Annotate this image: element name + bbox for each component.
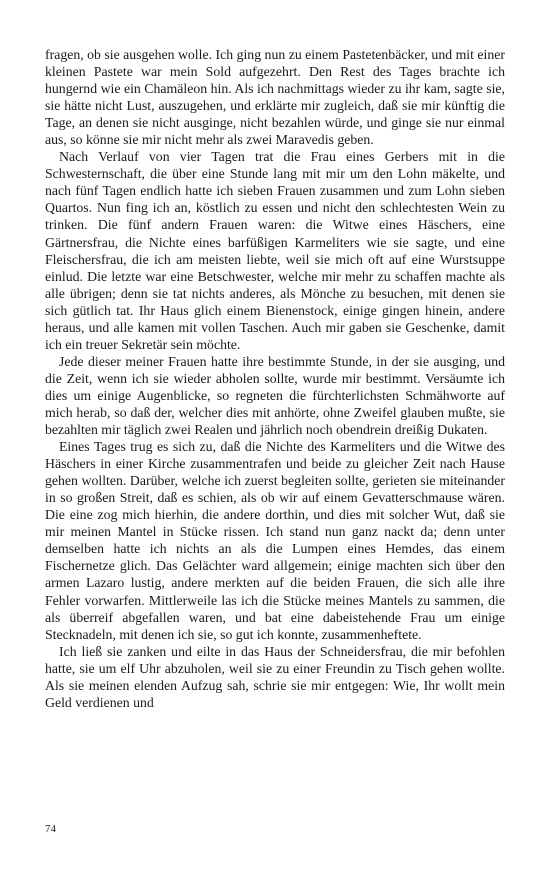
paragraph-5: Ich ließ sie zanken und eilte in das Haus der Schneidersfrau, die mir befohlen hatte, sie um elf Uhr abzuholen, weil sie zu einer Freundin zu Tisch gehen wollte. Als sie meinen elenden Aufzug sah, schrie sie mir entgegen: Wie, Ihr wollt mein Geld verdienen und [45, 643, 505, 710]
book-page-text [45, 46, 505, 711]
paragraph-4: Eines Tages trug es sich zu, daß die Nichte des Karmeliters und die Witwe des Häschers in einer Kirche zusammentrafen und beide zu gleicher Zeit nach Hause gehen wollten. Darüber, welche ich zuerst begleiten sollte, gerieten sie miteinander in so großen Streit, daß es schien, als ob wir auf einem Gevatterschmause wären. Die eine zog mich hierhin, die andere dorthin, und dies mit solcher Wut, daß sie mir meinen Mantel in Stücke rissen. Ich stand nun ganz nackt da; denn unter demselben hatte ich nichts an als die Lumpen eines Hemdes, das einem Fischernetze glich. Das Gelächter ward allgemein; einige machten sich über den armen Lazaro lustig, andere merkten auf die beiden Frauen, die sich alle ihre Fehler vorwarfen. Mittlerweile las ich die Stücke meines Mantels zu sammen, die als überreif abgefallen waren, und bat eine dabeistehende Frau um einige Stecknadeln, mit denen ich sie, so gut ich konnte, zusammenheftete. [45, 439, 505, 642]
paragraph-3: Jede dieser meiner Frauen hatte ihre bestimmte Stunde, in der sie ausging, und die Zeit, wenn ich sie wieder abholen sollte, wurde mir bestimmt. Versäumte ich dies um einige Augenblicke, so regneten die fürchterlichsten Schmähworte auf mich herab, so daß der, welcher dies mit anhörte, ohne Zweifel glauben mußte, sie bezahlten mir täglich zwei Realen und jährlich noch obendrein dreißig Dukaten. [45, 353, 505, 438]
paragraph-2: Nach Verlauf von vier Tagen trat die Frau eines Gerbers mit in die Schwesternschaft, die über eine Stunde lang mit mir um den Lohn mäkelte, und nach fünf Tagen endlich hatte ich sieben Frauen zusammen und zum Lohn sieben Quartos. Nun fing ich an, köstlich zu essen und nicht den schlechtesten Wein zu trinken. Die fünf andern Frauen waren: die Witwe eines Häschers, eine Gärtnersfrau, die Nichte eines barfüßigen Karmeliters wie sie sagte, und eine Fleischersfrau, die ich am meisten liebte, weil sie mich oft auf eine Wurstsuppe einlud. Die letzte war eine Betschwester, welche mir mehr zu schaffen machte als alle übrigen; denn sie tat nichts anderes, als Mönche zu besuchen, mit denen sie sich gütlich tat. Ihr Haus glich einem Bienenstock, einige gingen hinein, andere heraus, und alle kamen mit vollen Taschen. Auch mir gaben sie Geschenke, damit ich ein treuer Sekretär sein möchte. [45, 149, 505, 352]
page-number: 74 [45, 823, 56, 835]
paragraph-1: fragen, ob sie ausgehen wolle. Ich ging nun zu einem Pastetenbäcker, und mit einer kleinen Pastete war mein Sold aufgezehrt. Den Rest des Tages brachte ich hungernd wie ein Chamäleon hin. Als ich nachmittags wieder zu ihr kam, sagte sie, sie hätte nicht Lust, auszugehen, und erklärte mir zugleich, daß sie mir künftig die Tage, an denen sie nicht ausginge, nicht bezahlen würde, und ginge sie nur einmal aus, so könne sie mir nicht mehr als zwei Maravedis geben. [45, 47, 505, 148]
